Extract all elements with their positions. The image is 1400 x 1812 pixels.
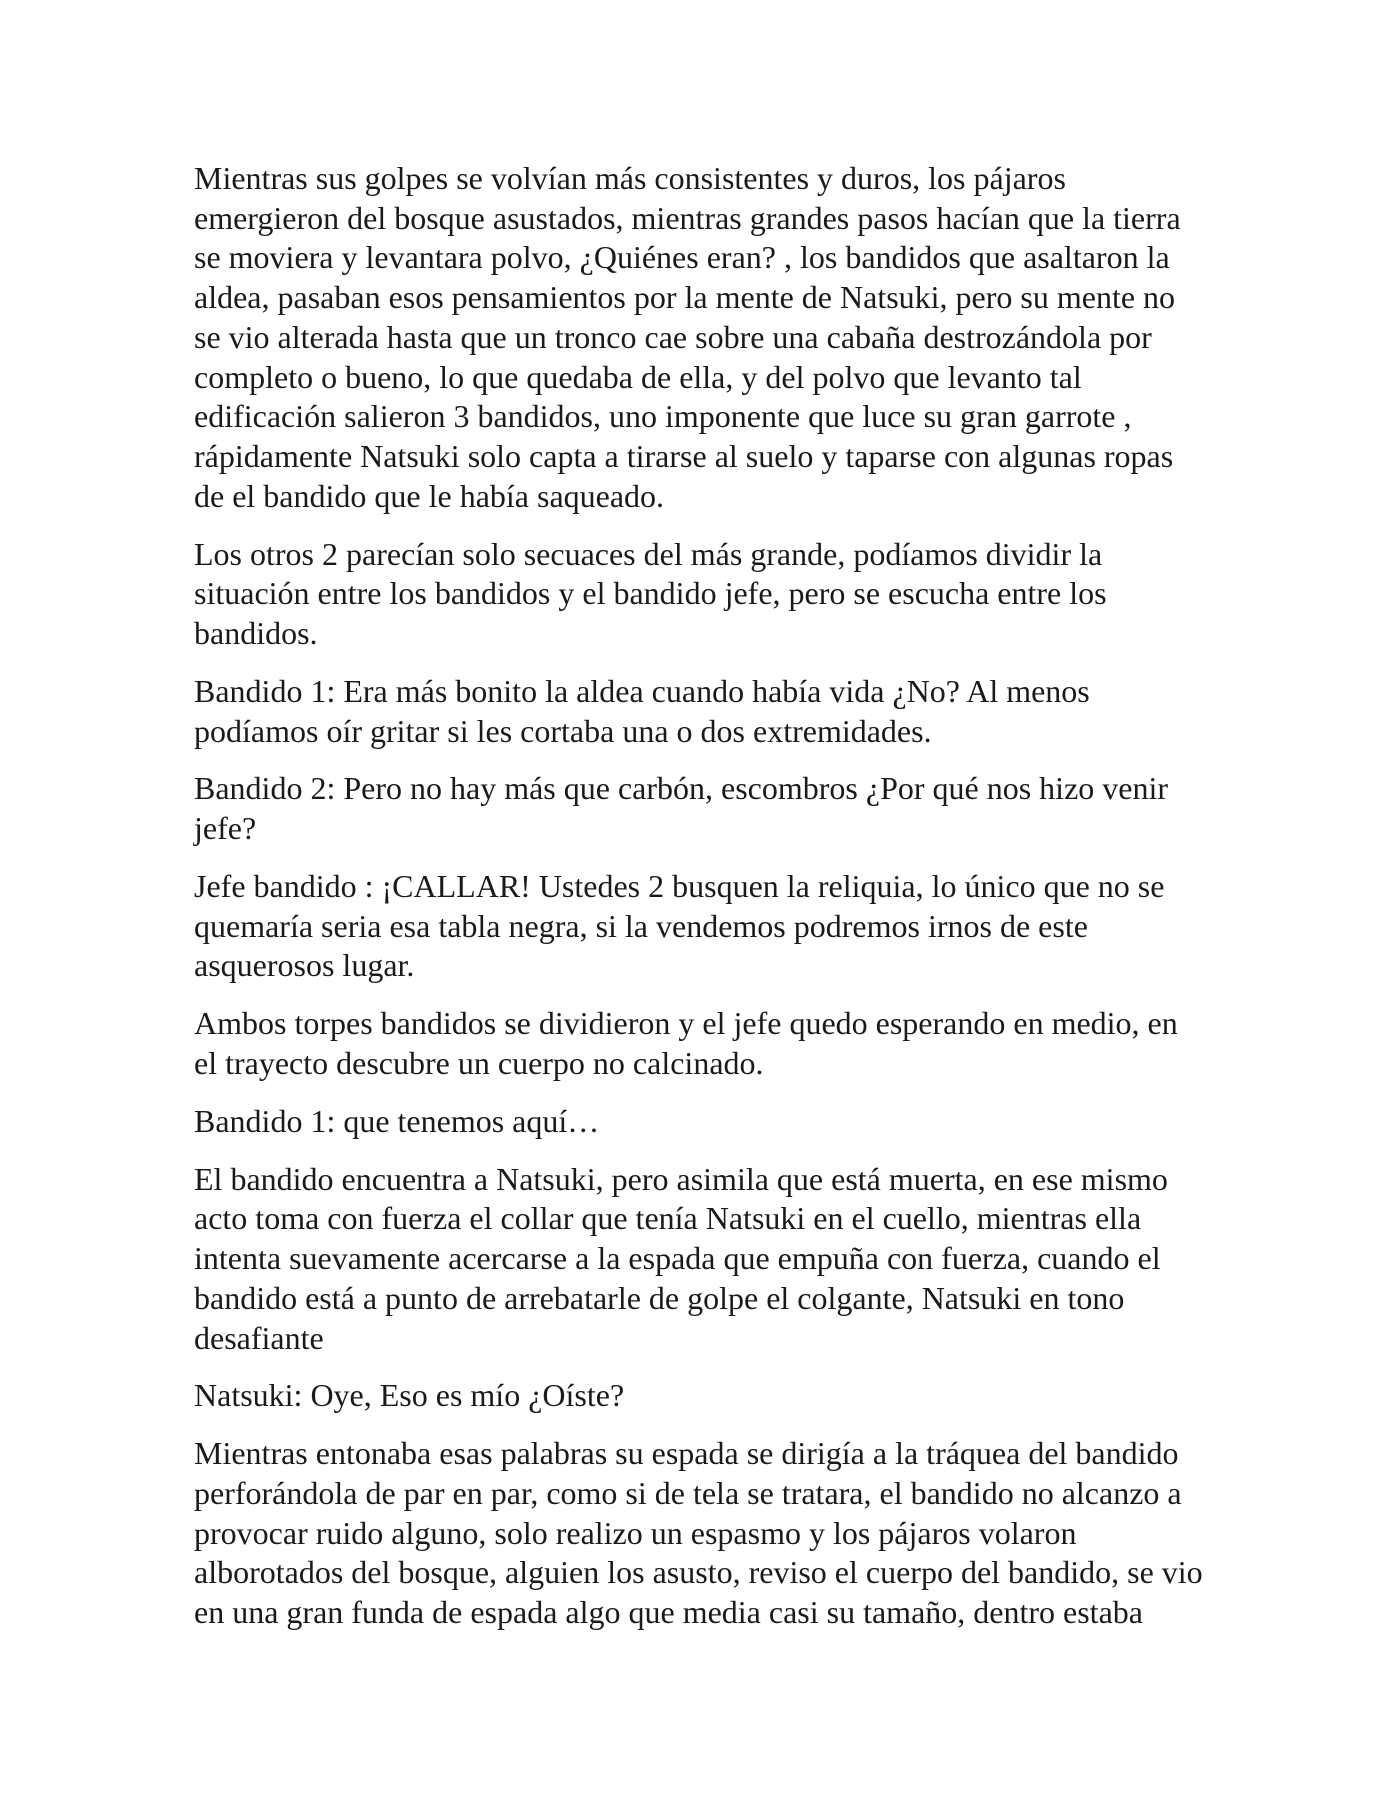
- text-line: aldea, pasaban esos pensamientos por la mente de Natsuki, pero su mente no: [194, 279, 1176, 316]
- text-line: completo o bueno, lo que quedaba de ella, y del polvo que levanto tal: [194, 358, 1082, 395]
- text-line: Bandido 1: Era más bonito la aldea cuando había vida ¿No? Al menos: [194, 672, 1090, 709]
- text-line: quemaría seria esa tabla negra, si la vendemos podremos irnos de este: [194, 907, 1088, 944]
- text-line: Los otros 2 parecían solo secuaces del más grande, podíamos dividir la: [194, 535, 1103, 572]
- text-line: se moviera y levantara polvo, ¿Quiénes eran? , los bandidos que asaltaron la: [194, 239, 1170, 276]
- paragraph-1: [194, 159, 1400, 516]
- text-line: el trayecto descubre un cuerpo no calcinado.: [194, 1045, 764, 1081]
- paragraph-2: [194, 535, 1400, 654]
- text-line: podíamos oír gritar si les cortaba una o dos extremidades.: [194, 712, 932, 749]
- text-line: bandido está a punto de arrebatarle de golpe el colgante, Natsuki en tono: [194, 1279, 1125, 1316]
- text-line: rápidamente Natsuki solo capta a tirarse al suelo y taparse con algunas ropas: [194, 437, 1174, 474]
- text-line: Jefe bandido : ¡CALLAR! Ustedes 2 busquen la reliquia, lo único que no se: [194, 868, 1165, 904]
- text-line: jefe?: [194, 810, 257, 847]
- text-line: de el bandido que le había saqueado.: [194, 477, 665, 514]
- text-line: alborotados del bosque, alguien los asusto, reviso el cuerpo del bandido, se vio: [194, 1554, 1203, 1591]
- text-line: acto toma con fuerza el collar que tenía Natsuki en el cuello, mientras ella: [194, 1200, 1142, 1237]
- text-line: intenta suevamente acercarse a la espada que empuña con fuerza, cuando el: [194, 1240, 1161, 1277]
- text-line: provocar ruido alguno, solo realizo un espasmo y los pájaros volaron: [194, 1514, 1077, 1551]
- text-line: emergieron del bosque asustados, mientras grandes pasos hacían que la tierra: [194, 199, 1181, 236]
- text-line: Mientras sus golpes se volvían más consistentes y duros, los pájaros: [194, 160, 1066, 196]
- text-line: situación entre los bandidos y el bandido jefe, pero se escucha entre los: [194, 575, 1107, 612]
- text-line: Ambos torpes bandidos se dividieron y el jefe quedo esperando en medio, en: [194, 1005, 1178, 1042]
- text-line: en una gran funda de espada algo que media casi su tamaño, dentro estaba: [194, 1594, 1143, 1631]
- paragraph-10: [194, 1434, 1400, 1633]
- text-line: perforándola de par en par, como si de tela se tratara, el bandido no alcanzo a: [194, 1475, 1182, 1512]
- text-line: desafiante: [194, 1319, 324, 1356]
- paragraph-3: [194, 672, 1400, 751]
- paragraph-7: [194, 1102, 1400, 1142]
- text-line: Bandido 1: que tenemos aquí…: [194, 1102, 600, 1139]
- paragraph-9: [194, 1376, 1400, 1416]
- text-line: Bandido 2: Pero no hay más que carbón, escombros ¿Por qué nos hizo venir: [194, 770, 1169, 807]
- text-line: edificación salieron 3 bandidos, uno imponente que luce su gran garrote ,: [194, 398, 1132, 435]
- text-line: Natsuki: Oye, Eso es mío ¿Oíste?: [194, 1377, 625, 1414]
- paragraph-5: [194, 867, 1400, 986]
- text-line: El bandido encuentra a Natsuki, pero asimila que está muerta, en ese mismo: [194, 1160, 1168, 1197]
- text-line: asquerosos lugar.: [194, 947, 415, 984]
- paragraph-8: [194, 1160, 1400, 1359]
- text-line: bandidos.: [194, 614, 318, 651]
- paragraph-6: [194, 1004, 1400, 1083]
- text-line: se vio alterada hasta que un tronco cae sobre una cabaña destrozándola por: [194, 318, 1152, 355]
- text-line: Mientras entonaba esas palabras su espada se dirigía a la tráquea del bandido: [194, 1435, 1179, 1472]
- paragraph-4: [194, 769, 1400, 848]
